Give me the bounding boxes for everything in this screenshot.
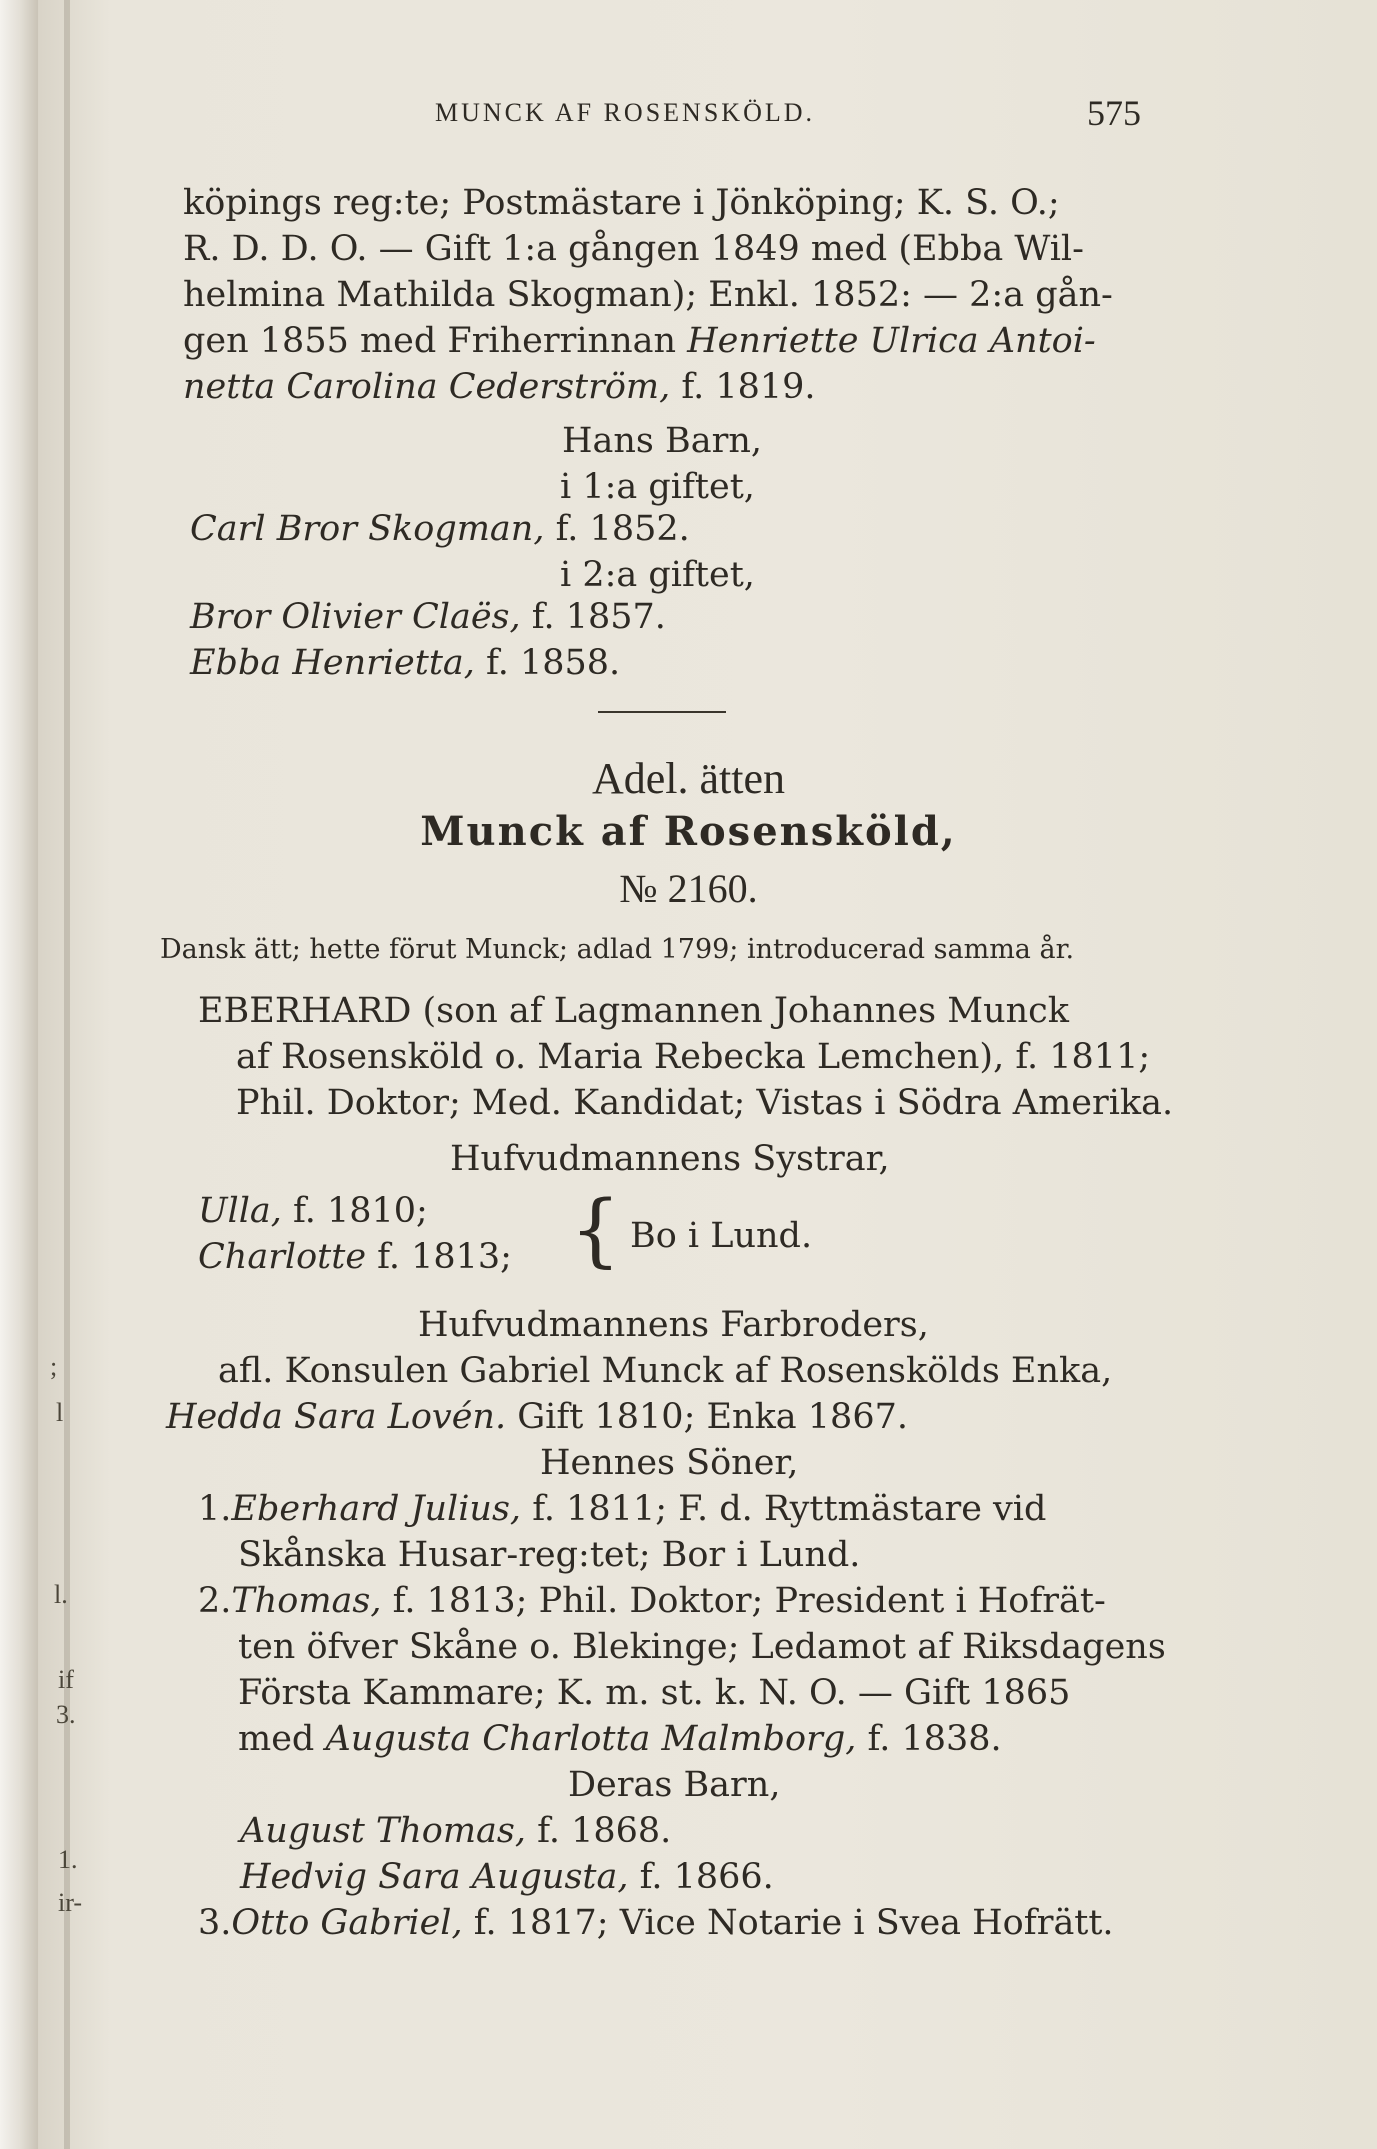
italic-name: Ulla, [198,1191,282,1231]
text-segment: med [238,1719,326,1759]
text-line [198,1903,1114,1943]
text-segment: gen 1855 med Friherrinnan [183,321,688,361]
section-heading: Hufvudmannens Systrar, [450,1139,890,1179]
text-line [190,597,666,637]
text-segment: f. 1868. [526,1811,672,1851]
text-line: Skånska Husar-reg:tet; Bor i Lund. [238,1535,861,1575]
text-line [190,643,621,683]
brace-glyph: { [570,1183,621,1276]
text-line [183,321,1096,361]
sub-heading: i 2:a giftet, [560,555,755,595]
family-title-line1: Adel. ätten [591,754,786,803]
text-line [240,1811,672,1851]
text-segment: f. 1866. [628,1857,774,1897]
text-line [198,1237,512,1277]
text-line: Bo i Lund. [630,1216,813,1256]
list-number: 2. [198,1581,232,1621]
text-segment: f. 1858. [474,643,621,683]
text-line [238,1719,1002,1759]
section-heading: Hennes Söner, [540,1443,799,1483]
italic-name: Eberhard Julius, [231,1489,522,1529]
italic-name: August Thomas, [240,1811,527,1851]
section-heading: Hufvudmannens Farbroders, [418,1305,929,1345]
text-line: afl. Konsulen Gabriel Munck af Rosenskölds Enka, [218,1351,1113,1391]
margin-fragment: ir- [58,1888,83,1917]
page-number: 575 [1087,93,1141,133]
list-number: 3. [198,1903,232,1943]
text-line: EBERHARD (son af Lagmannen Johannes Munck [198,991,1069,1031]
text-line [198,1489,1047,1529]
text-line: helmina Mathilda Skogman); Enkl. 1852: — 2:a gån- [183,275,1113,315]
italic-name: Carl Bror Skogman, [190,509,545,549]
text-segment: f. 1857. [520,597,666,637]
family-title-name: Munck af Rosensköld, [420,808,957,855]
text-line [190,509,690,549]
text-line: af Rosensköld o. Maria Rebecka Lemchen), f. 1811; [236,1037,1151,1077]
text-line: Första Kammare; K. m. st. k. N. O. — Gift 1865 [238,1673,1071,1713]
section-divider [598,711,726,713]
section-heading: Deras Barn, [568,1765,781,1805]
text-segment: f. 1811; F. d. Ryttmästare vid [521,1489,1047,1529]
facing-page-edge [0,0,38,2149]
family-number: № 2160. [619,866,758,911]
text-segment: Gift 1810; Enka 1867. [506,1397,908,1437]
section-heading: Hans Barn, [562,421,763,461]
italic-name: Charlotte [198,1237,367,1277]
italic-name: Augusta Charlotta Malmborg, [325,1719,857,1759]
text-line: Phil. Doktor; Med. Kandidat; Vistas i Södra Amerika. [236,1083,1174,1123]
list-number: 1. [198,1489,232,1529]
text-line [166,1397,908,1437]
text-segment: f. 1813; Phil. Doktor; President i Hofrät- [381,1581,1106,1621]
italic-name: Hedda Sara Lovén. [166,1397,507,1437]
text-segment: f. 1817; Vice Notarie i Svea Hofrätt. [462,1903,1114,1943]
text-segment: f. 1852. [544,509,690,549]
italic-name: Bror Olivier Claës, [190,597,521,637]
text-line [240,1857,774,1897]
italic-name: Thomas, [231,1581,382,1621]
italic-name: Henriette Ulrica Antoi- [687,321,1096,361]
text-segment: f. 1813; [366,1237,512,1277]
text-line [198,1191,428,1231]
running-header: MUNCK AF ROSENSKÖLD. [435,98,815,127]
text-line [183,367,816,407]
gutter-fold [64,0,70,2149]
sub-heading: i 1:a giftet, [560,467,755,507]
text-segment: f. 1819. [670,367,816,407]
margin-fragment: if [58,1665,74,1694]
family-intro: Dansk ätt; hette förut Munck; adlad 1799; introducerad samma år. [160,934,1075,965]
margin-fragment: 1. [58,1845,78,1874]
text-line: ten öfver Skåne o. Blekinge; Ledamot af Riksdagens [238,1627,1166,1667]
text-line: köpings reg:te; Postmästare i Jönköping; K. S. O.; [183,183,1060,223]
margin-fragment: ; [50,1352,58,1381]
italic-name: netta Carolina Cederström, [183,367,671,407]
italic-name: Otto Gabriel, [231,1903,463,1943]
italic-name: Ebba Henrietta, [190,643,475,683]
margin-fragment: 3. [56,1700,76,1729]
margin-fragment: l [56,1398,64,1427]
text-line: R. D. D. O. — Gift 1:a gången 1849 med (Ebba Wil- [183,229,1084,269]
italic-name: Hedvig Sara Augusta, [240,1857,629,1897]
margin-fragment: l. [54,1580,68,1609]
text-line [198,1581,1106,1621]
text-segment: f. 1838. [856,1719,1002,1759]
text-segment: f. 1810; [281,1191,428,1231]
